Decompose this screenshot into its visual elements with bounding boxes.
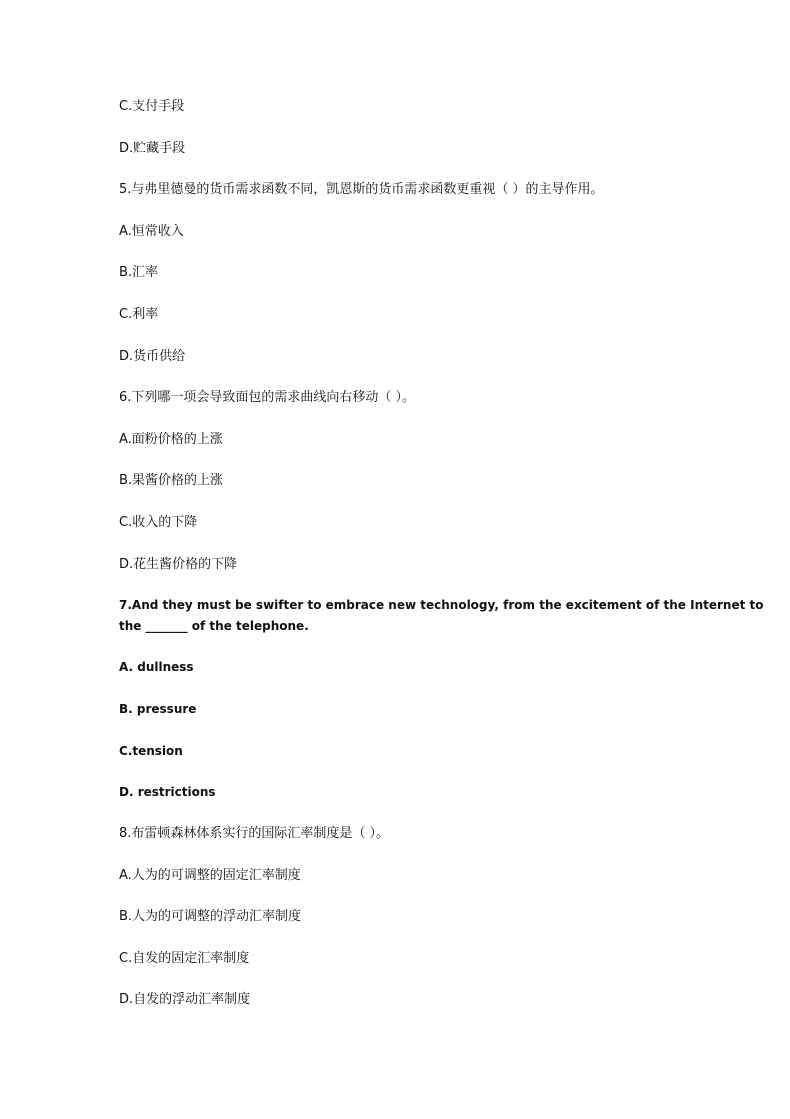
q5-option-a: A.恒常收入: [119, 224, 184, 239]
q6-option-c: C.收入的下降: [119, 515, 198, 530]
q8-question: 8.布雷顿森林体系实行的国际汇率制度是（ ）。: [119, 826, 390, 841]
q6-option-a: A.面粉价格的上涨: [119, 432, 223, 447]
q5-option-b: B.汇率: [119, 265, 159, 280]
q7-question-line1: 7.And they must be swifter to embrace new technology, from the excitement of the Internet to: [119, 598, 764, 612]
q8-option-c: C.自发的固定汇率制度: [119, 951, 250, 966]
q8-option-b: B.人为的可调整的浮动汇率制度: [119, 909, 302, 924]
q4-option-d: D.贮藏手段: [119, 141, 186, 156]
q7-option-c: C.tension: [119, 744, 183, 758]
q4-option-c: C.支付手段: [119, 99, 185, 114]
q6-option-d: D.花生酱价格的下降: [119, 557, 238, 572]
q5-question: 5.与弗里德曼的货币需求函数不同，凯恩斯的货币需求函数更重视（ ）的主导作用。: [119, 182, 604, 197]
q7-option-a: A. dullness: [119, 660, 194, 674]
q8-option-d: D.自发的浮动汇率制度: [119, 992, 251, 1007]
q8-option-a: A.人为的可调整的固定汇率制度: [119, 868, 301, 883]
q6-question: 6.下列哪一项会导致面包的需求曲线向右移动（ ）。: [119, 390, 416, 405]
q6-option-b: B.果酱价格的上涨: [119, 473, 224, 488]
q7-question-line2: the _______ of the telephone.: [119, 619, 309, 633]
q7-option-d: D. restrictions: [119, 785, 216, 799]
q7-option-b: B. pressure: [119, 702, 197, 716]
q5-option-d: D.货币供给: [119, 349, 186, 364]
q5-option-c: C.利率: [119, 307, 159, 322]
